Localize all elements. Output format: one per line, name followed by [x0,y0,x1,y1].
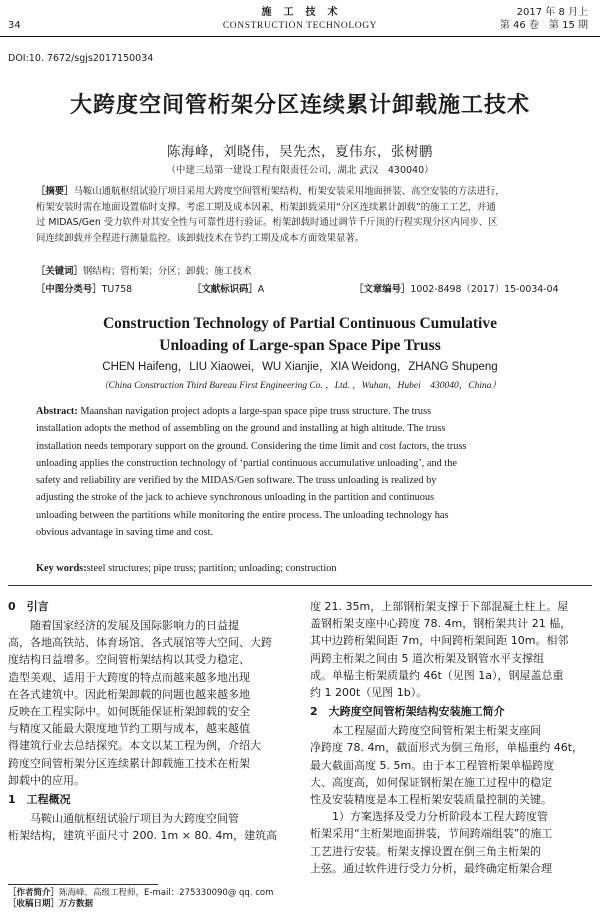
body-line: 约 1 200t（见图 1b）。 [310,686,428,700]
header-issue: 第 46 卷 第 15 期 [499,20,588,31]
abstract-en-line: unloading between the partitions while monitoring the entire process. The unloading technology has [36,509,449,521]
body-line: 马鞍山通航枢纽试验厅项目为大跨度空间管 [8,812,239,826]
abstract-en-label: Abstract: [36,406,78,417]
keywords-en-label: Key words: [36,563,87,574]
abstract-cn-line: 马鞍山通航枢纽试验厅项目采用大跨度空间管桁架结构，桁架安装采用地面拼装、高空安装的方法进行， [73,186,505,197]
section-heading-intro: 0 引言 [8,600,49,613]
header-journal-cn: 施 工 技 术 [261,7,339,18]
body-line: 上弦。通过软件进行受力分析，最终确定桁架合理 [310,861,552,875]
header-date: 2017 年 8 月上 [516,7,588,18]
body-line: 在各式建筑中。因此桁架卸载的问题也越来越多地 [8,687,250,701]
classification-row [36,283,570,297]
body-line: 本工程屋面大跨度空间管桁架主桁架支座间 [310,724,541,738]
keywords-cn [36,265,252,279]
body-line: 性及安装精度是本工程桁架安装质量控制的关键。 [310,793,552,807]
doc-code-value: A [257,284,265,295]
abstract-en-line: safety and reliability are verified by the MIDAS/Gen software. The truss unloading is realized by [36,475,437,487]
clc-label: ［中图分类号］ [36,284,102,295]
body-line: 造型美观、适用于大跨度的特点而越来越多地出现 [8,670,250,684]
body-line: 桁架结构，建筑平面尺寸 200. 1m × 80. 4m，建筑高 [8,829,278,843]
title-en [0,313,600,357]
abstract-en-line: Maanshan navigation project adopts a large-span space pipe truss structure. The truss [80,406,432,417]
article-no-label: ［文章编号］ [354,284,411,295]
body-line: 度 21. 35m，上部钢桁架支撑于下部混凝土柱上。屋 [310,600,569,613]
affiliation-en: （China Construction Third Bureau First Engineering Co. ，Ltd. ，Wuhan，Hubei 430040，China） [98,381,501,391]
doc-code-label: ［文献标识码］ [192,284,258,295]
abstract-cn-line: 过 MIDAS/Gen 受力软件对其安全性与可靠性进行验证。桁架卸载时通过调节千斤顶的行程实现分区内同步、区 [36,217,498,229]
keywords-cn-text: 钢结构；管桁架；分区；卸载；施工技术 [82,266,252,277]
body-right-column [310,598,594,877]
body-line: 大、高度高，如何保证钢桁架在施工过程中的稳定 [310,775,552,789]
footnote-author-text: 陈海峰，高级工程师，E-mail：275330090@ qq. com [59,888,274,898]
header-journal-en: CONSTRUCTION TECHNOLOGY [222,21,378,31]
body-line: 反映在工程实际中。如何既能保证桁架卸载的安全 [8,705,250,719]
body-line: 跨度空间管桁架分区连续累计卸载施工技术在桁架 [8,756,250,770]
body-line: 桁架采用“主桁架地面拼装，节间跨端组装”的施工 [310,827,553,841]
body-line: 盖钢桁架支座中心跨度 78. 4m，钢桁架共计 21 榀， [310,617,572,631]
body-line: 其中边跨桁架间距 7m，中间跨桁架间距 10m。相邻 [310,634,569,648]
clc-value: TU758 [101,284,133,295]
footnote-received-text: 万方数据 [59,899,94,909]
title-cn: 大跨度空间管桁架分区连续累计卸载施工技术 [69,93,530,118]
body-line: 与精度又能最大限度地节约工期与成本，越来越值 [8,722,250,736]
body-line: 度结构日益增多。空间管桁架结构以其受力稳定、 [8,653,250,667]
body-line: 净跨度 78. 4m，截面形式为倒三角形，单榀重约 46t， [310,741,584,755]
keywords-en-text: steel structures; pipe truss; partition; unloading; construction [86,563,337,574]
footnote-author-label: ［作者简介］ [8,888,60,898]
body-line: 1）方案选择及受力分析阶段本工程大跨度管 [310,810,548,824]
abstract-en [36,403,566,541]
footnote [8,888,308,910]
abstract-en-line: installation needs temporary support on the ground. Considering the time limit and cost factors, the truss [36,440,467,452]
abstract-cn-line: 桁架安装时需在地面设置临时支撑。考虑工期及成本因素，桁架卸载采用“分区连续累计卸载”的施工工艺，并通 [36,201,496,213]
title-en-line: Construction Technology of Partial Continuous Cumulative [102,315,497,332]
keywords-en [36,561,566,576]
abstract-cn-label: ［摘要］ [36,186,74,197]
body-line: 成。单榀主桁架质量约 46t（见图 1a），钢屋盖总重 [310,668,564,682]
body-line: 工艺进行安装。桁架支撑设置在倒三角主桁架的 [310,844,541,858]
body-left-column [8,598,293,844]
section-heading-overview: 1 工程概况 [8,793,71,807]
keywords-cn-label: ［关键词］ [36,266,83,277]
article-no-value: 1002-8498（2017）15-0034-04 [410,284,559,295]
body-line: 卸载中的应用。 [8,773,85,787]
header-rule [0,36,600,37]
abstract-en-line: installation adopts the method of assembling on the ground and installing at high altitude. The truss [36,423,446,435]
abstract-en-line: obvious advantage in saving time and cost. [36,527,214,539]
section-divider [8,585,592,586]
abstract-cn-line: 间连续卸载并全程进行测量监控。该卸载技术在节约工期及成本方面效果显著。 [36,232,365,244]
body-line: 随着国家经济的发展及国际影响力的日益提 [8,619,239,632]
authors-cn: 陈海峰，刘晓伟，吴先杰，夏伟东，张树鹏 [167,144,433,160]
footnote-received-label: ［收稿日期］ [8,899,60,909]
body-line: 高，各地高铁站、体育场馆、各式展馆等大空间、大跨 [8,636,272,650]
body-line: 两跨主桁架之间由 5 道次桁架及钢管水平支撑组 [310,651,544,665]
body-line: 得建筑行业去总结探究。本文以某工程为例，介绍大 [8,739,261,753]
doi: DOI:10. 7672/sgjs2017150034 [8,53,154,64]
abstract-en-line: adjusting the stroke of the jack to achieve synchronous unloading in the partition and continuous [36,492,435,504]
abstract-cn [36,184,570,246]
section-heading-installation: 2 大跨度空间管桁架结构安装施工简介 [310,705,505,719]
abstract-en-line: unloading applies the construction technology of ‘partial continuous accumulative unloading’, and the [36,457,457,469]
body-line: 最大截面高度 5. 5m。由于本工程管桁架单榀跨度 [310,758,555,772]
title-en-line: Unloading of Large-span Space Pipe Truss [159,337,441,354]
authors-en: CHEN Haifeng，LIU Xiaowei，WU Xianjie，XIA Weidong，ZHANG Shupeng [102,361,498,373]
header-page-number: 34 [8,20,21,31]
footnote-rule [8,884,158,885]
affiliation-cn: （中建三局第一建设工程有限责任公司，湖北 武汉 430040） [166,165,434,176]
